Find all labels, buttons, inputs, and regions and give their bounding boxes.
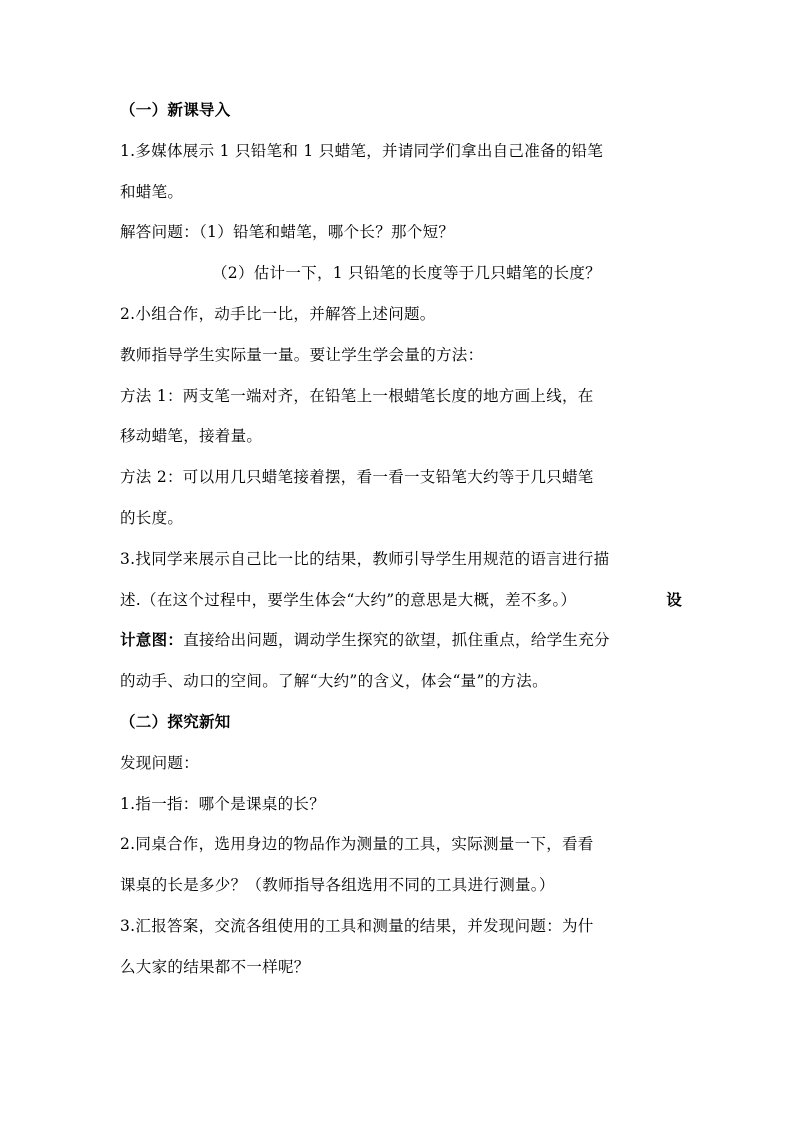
paragraph-line: 和蜡笔。 bbox=[120, 182, 184, 201]
paragraph-line: 发现问题： bbox=[120, 753, 200, 772]
paragraph-line-indented: （2）估计一下，1 只铅笔的长度等于几只蜡笔的长度？ bbox=[212, 264, 601, 283]
paragraph-line: 1.指一指：哪个是课桌的长？ bbox=[120, 794, 325, 813]
paragraph-line: 么大家的结果都不一样呢？ bbox=[120, 957, 310, 976]
paragraph-line: 教师指导学生实际量一量。要让学生学会量的方法： bbox=[120, 345, 484, 364]
paragraph-line: 方法 2：可以用几只蜡笔接着摆，看一看一支铅笔大约等于几只蜡笔 bbox=[120, 468, 594, 487]
paragraph-line: 移动蜡笔，接着量。 bbox=[120, 427, 263, 446]
paragraph-line: 的动手、动口的空间。了解“大约”的含义，体会“量”的方法。 bbox=[120, 672, 548, 691]
paragraph-line: 课桌的长是多少？（教师指导各组选用不同的工具进行测量。） bbox=[120, 876, 555, 895]
paragraph-text: 述.（在这个过程中，要学生体会“大约”的意思是大概，差不多。） bbox=[120, 590, 577, 609]
paragraph-line: 2.同桌合作，选用身边的物品作为测量的工具，实际测量一下，看看 bbox=[120, 835, 594, 854]
document-body bbox=[120, 100, 682, 998]
paragraph-line: 3.汇报答案，交流各组使用的工具和测量的结果，并发现问题：为什 bbox=[120, 916, 594, 935]
paragraph-line-mixed bbox=[120, 630, 682, 650]
paragraph-line: 3.找同学来展示自己比一比的结果，教师引导学生用规范的语言进行描 bbox=[120, 549, 610, 568]
paragraph-line: 2.小组合作，动手比一比，并解答上述问题。 bbox=[120, 304, 436, 323]
section-title-new-lesson: （一）新课导入 bbox=[120, 100, 231, 119]
design-intent-label-start: 设 bbox=[666, 589, 682, 609]
paragraph-line: 的长度。 bbox=[120, 508, 184, 527]
section-title-explore: （二）探究新知 bbox=[120, 711, 231, 731]
design-intent-label-end: 计意图： bbox=[120, 630, 184, 650]
paragraph-line: 1.多媒体展示 1 只铅笔和 1 只蜡笔，并请同学们拿出自己准备的铅笔 bbox=[120, 141, 604, 160]
paragraph-line-mixed bbox=[120, 590, 682, 610]
paragraph-line: 方法 1：两支笔一端对齐，在铅笔上一根蜡笔长度的地方画上线，在 bbox=[120, 386, 594, 405]
paragraph-line: 解答问题：（1）铅笔和蜡笔，哪个长？那个短？ bbox=[120, 223, 455, 242]
paragraph-text: 直接给出问题，调动学生探究的欲望，抓住重点，给学生充分 bbox=[183, 631, 610, 650]
